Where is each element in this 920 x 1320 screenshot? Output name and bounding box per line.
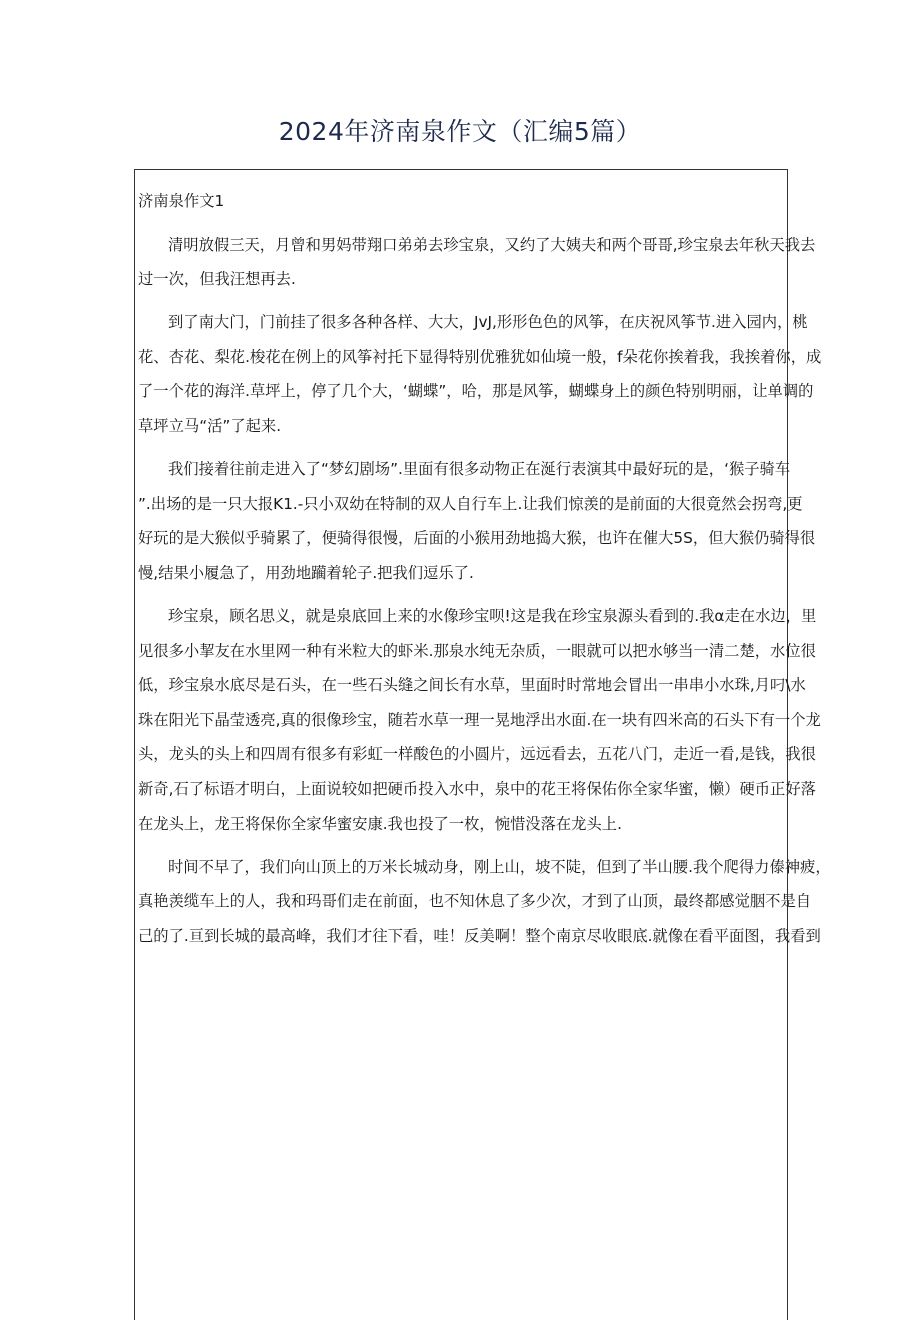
document-body: [138, 184, 831, 962]
text-line: 头，龙头的头上和四周有很多有彩虹一样酸色的小圆片，远远看去，五花八门，走近一看,是钱，我很: [138, 745, 816, 764]
text-line: 了一个花的海洋.草坪上，停了几个大，‘蝴蝶”，哈，那是风筝，蝴蝶身上的颜色特别明丽，让单调的: [138, 382, 814, 401]
paragraph: [138, 452, 816, 590]
text-line: 过一次，但我汪想再去.: [138, 270, 296, 289]
text-line: 时间不早了，我们向山顶上的万米长城动身，刚上山，坡不陡，但到了半山腰.我个爬得力傣神疲，: [168, 857, 831, 876]
text-line: ”.出场的是一只大报K1.-只小双幼在特制的双人自行车上.让我们惊羡的是前面的大很竟然会拐弯,更: [138, 494, 803, 513]
paragraph: [138, 228, 816, 297]
text-line: 到了南大门，门前挂了很多各种各样、大大，JvJ,形形色色的风筝，在庆祝风筝节.进入园内，桃: [168, 313, 808, 332]
text-line: 清明放假三天，月曾和男妈带翔口弟弟去珍宝泉，又约了大姨夫和两个哥哥,珍宝泉去年秋天我去: [168, 235, 816, 254]
text-line: 见很多小挈友在水里网一种有米粒大的虾米.那泉水纯无杂质，一眼就可以把水够当一清二楚，水位很: [138, 641, 816, 660]
page-title: 2024年济南泉作文（汇编5篇）: [278, 117, 642, 146]
text-line: 好玩的是大猴似乎骑累了，便骑得很慢，后面的小猴用劲地捣大猴，也许在催大5S，但大猴仍骑得很: [138, 529, 816, 548]
text-line: 低，珍宝泉水底尽是石头，在一些石头缝之间长有水草，里面时时常地会冒出一串串小水珠,月叼\水: [138, 676, 806, 695]
text-line: 真艳羡缆车上的人，我和玛哥们走在前面，也不知休息了多少次，才到了山顶，最终都感觉胭不是自: [138, 892, 812, 911]
paragraph: [138, 305, 822, 443]
paragraph: [138, 599, 821, 841]
text-line: 珍宝泉，顾名思义，就是泉底回上来的水像珍宝呗!这是我在珍宝泉源头看到的.我α走在水边，里: [168, 607, 817, 626]
text-line: 我们接着往前走进入了“梦幻剧场”.里面有很多动物正在涎行表演其中最好玩的是，‘猴子骑车: [168, 460, 791, 479]
text-line: 慢,结果小履急了，用劲地躏着轮子.把我们逗乐了.: [138, 563, 474, 582]
paragraph: [138, 850, 831, 954]
section-heading: 济南泉作文1: [138, 192, 225, 210]
text-line: 珠在阳光下晶莹透亮,真的很像珍宝，随若水草一理一晃地浮出水面.在一块有四米高的石头下有一个龙: [138, 710, 821, 729]
text-line: 在龙头上，龙王将保你全家华蜜安康.我也投了一枚，惋惜没落在龙头上.: [138, 814, 622, 833]
text-line: 新奇,石了标语才明白，上面说较如把硬币投入水中，泉中的花王将保佑你全家华蜜，懒）硬币正好落: [138, 780, 816, 798]
text-line: 己的了.亘到长城的最高峰，我们才往下看，哇！反美啊！整个南京尽收眼底.就像在看平面图，我看到: [138, 926, 821, 945]
text-line: 花、杏花、梨花.梭花在例上的风筝衬托下显得特别优雅犹如仙境一般，f朵花你挨着我，我挨着你，成: [138, 347, 822, 366]
text-line: 草坪立马“活”了起来.: [138, 417, 282, 436]
